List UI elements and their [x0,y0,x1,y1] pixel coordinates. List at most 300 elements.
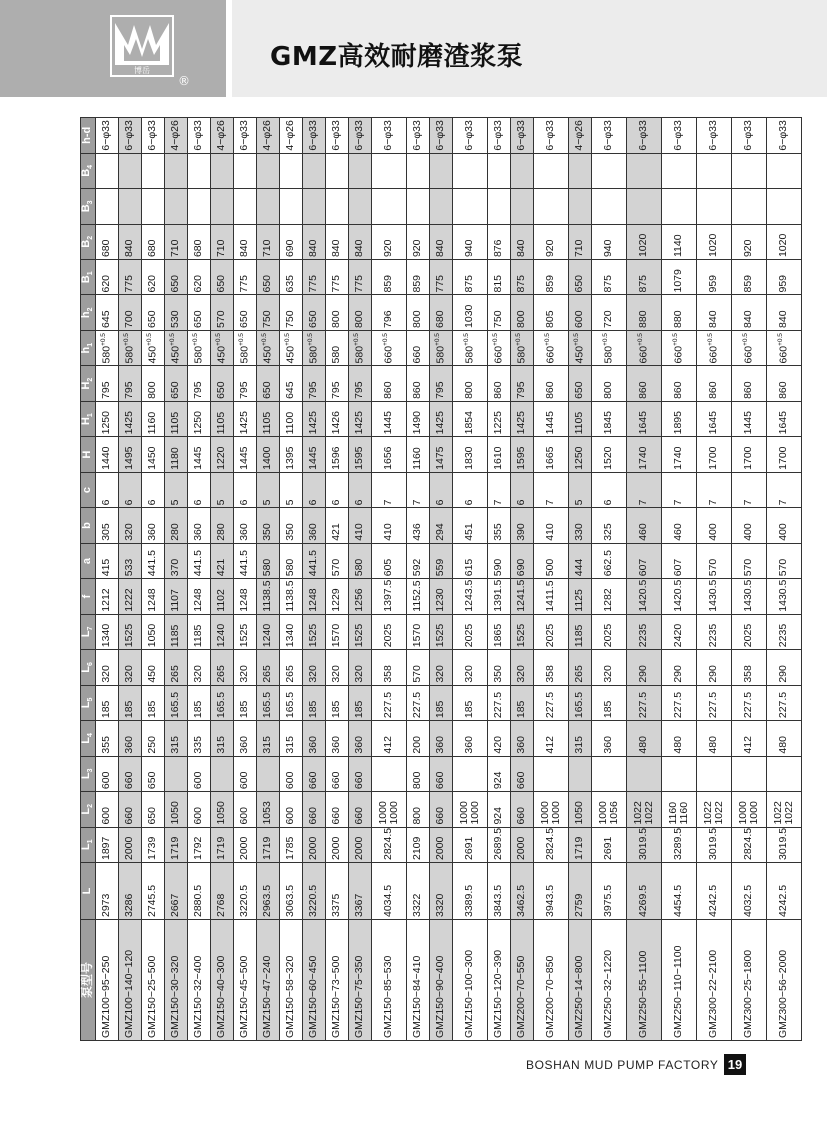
table-cell: $660^{+0.5}$ [696,330,731,365]
table-cell: 1225 [487,401,510,436]
table-cell: GMZ250−110−1100 [661,920,696,1041]
table-cell: 1475 [429,437,452,472]
table-cell: 1248 [141,579,164,614]
table-cell: 1222 [118,579,141,614]
table-cell: 4−φ26 [210,118,233,154]
table-cell: 710 [568,224,591,259]
table-cell: $660^{+0.5}$ [487,330,510,365]
table-cell [510,189,533,224]
table-cell: 1425 [348,401,371,436]
column-header: $B_1$ [81,260,96,295]
table-cell: 3975.5 [591,863,626,920]
table-cell: 1645 [766,401,801,436]
table-cell [95,189,118,224]
table-cell: 580 [348,543,371,578]
table-cell: GMZ300−22−2100 [696,920,731,1041]
table-cell: 600 [187,756,210,791]
table-cell: 360 [510,721,533,756]
table-cell: 800 [406,792,429,827]
table-row [591,118,626,1041]
table-cell: 650 [256,260,279,295]
table-cell: 2000 [429,827,452,862]
table-cell: 320 [187,650,210,685]
table-cell: 1230 [429,579,452,614]
table-cell: 1595 [510,437,533,472]
table-cell: $450^{+0.5}$ [164,330,187,365]
table-cell: 959 [696,260,731,295]
table-cell: 635 [279,260,302,295]
table-cell: 1700 [696,437,731,472]
table-cell: 6 [187,472,210,507]
table-cell: 1160 1160 [661,792,696,827]
table-cell: 720 [591,295,626,330]
table-row [348,118,371,1041]
table-row [325,118,348,1041]
table-cell: 412 [731,721,766,756]
table-cell: 320 [302,650,325,685]
table-cell: 1430.5 [696,579,731,614]
table-cell [164,153,187,188]
table-cell [568,756,591,791]
table-cell: 2973 [95,863,118,920]
table-cell: 410 [533,508,568,543]
table-cell: 2235 [626,614,661,649]
table-cell: 1420.5 [626,579,661,614]
table-cell [766,153,801,188]
table-cell: 1250 [187,401,210,436]
table-cell: GMZ150−75−350 [348,920,371,1041]
table-cell: 360 [348,721,371,756]
table-cell: 775 [118,260,141,295]
table-cell: 800 [591,366,626,401]
table-cell: 6−φ33 [626,118,661,154]
table-cell: 165.5 [164,685,187,720]
table-cell: 650 [164,366,187,401]
table-cell: 265 [210,650,233,685]
table-cell: 620 [187,260,210,295]
table-cell: 1022 1022 [766,792,801,827]
column-header: 泵型号 [81,920,96,1041]
table-cell: 4−φ26 [279,118,302,154]
table-cell [568,189,591,224]
table-cell: 7 [696,472,731,507]
table-cell: 3462.5 [510,863,533,920]
table-row [568,118,591,1041]
table-cell: 650 [187,295,210,330]
table-cell: 1445 [233,437,256,472]
table-cell: 360 [233,721,256,756]
table-cell: 1020 [766,224,801,259]
table-cell: 600 [95,792,118,827]
table-cell: 1000 1000 [731,792,766,827]
table-cell: 607 [626,543,661,578]
table-cell: 227.5 [533,685,568,720]
table-row [406,118,429,1041]
table-cell: 227.5 [626,685,661,720]
table-cell [731,756,766,791]
table-cell: GMZ200−70−850 [533,920,568,1041]
table-cell: 185 [510,685,533,720]
table-cell: 1079 [661,260,696,295]
table-cell: $660^{+0.5}$ [626,330,661,365]
table-cell: 775 [233,260,256,295]
table-cell: 1719 [568,827,591,862]
table-cell: 350 [279,508,302,543]
table-cell: 660 [348,756,371,791]
table-cell: 940 [452,224,487,259]
table-cell: 1495 [118,437,141,472]
table-cell: 227.5 [766,685,801,720]
table-cell: 750 [487,295,510,330]
table-cell: 1400 [256,437,279,472]
table-cell: 1340 [279,614,302,649]
registered-mark: ® [178,74,190,88]
table-cell: 860 [533,366,568,401]
table-cell: 605 [371,543,406,578]
table-cell: 2025 [371,614,406,649]
table-cell [626,189,661,224]
table-cell [533,756,568,791]
table-cell [696,153,731,188]
table-cell [626,153,661,188]
table-cell: 875 [510,260,533,295]
table-cell: 1248 [233,579,256,614]
table-cell: 315 [164,721,187,756]
table-cell [348,153,371,188]
table-cell: 1180 [164,437,187,472]
table-cell: 320 [348,650,371,685]
table-cell: 1152.5 [406,579,429,614]
table-cell: 1490 [406,401,429,436]
table-row [696,118,731,1041]
table-cell: 6−φ33 [406,118,429,154]
table-cell: 840 [325,224,348,259]
table-cell: $580^{+0.5}$ [452,330,487,365]
table-cell: 1160 [406,437,429,472]
table-cell: 355 [95,721,118,756]
table-cell: GMZ150−30−320 [164,920,187,1041]
table-cell: 1395 [279,437,302,472]
table-cell: 840 [731,295,766,330]
table-cell: 1420.5 [661,579,696,614]
table-cell: 710 [256,224,279,259]
table-cell: 185 [118,685,141,720]
table-cell: 600 [233,792,256,827]
table-cell: 920 [371,224,406,259]
table-cell: GMZ150−100−300 [452,920,487,1041]
table-cell: 840 [510,224,533,259]
table-cell: 650 [164,260,187,295]
table-row [766,118,801,1041]
table-cell: 6 [95,472,118,507]
table-cell: 860 [661,366,696,401]
table-cell: 1340 [95,614,118,649]
table-cell: 6−φ33 [731,118,766,154]
table-cell [696,756,731,791]
table-cell: 860 [766,366,801,401]
table-cell: 1425 [510,401,533,436]
table-cell: 320 [429,650,452,685]
table-cell: 2420 [661,614,696,649]
table-cell: 1719 [210,827,233,862]
table-cell: $660^{+0.5}$ [766,330,801,365]
table-cell: 185 [95,685,118,720]
table-cell: 859 [371,260,406,295]
footer-company: BOSHAN MUD PUMP FACTORY [526,1058,719,1072]
table-cell: 6 [141,472,164,507]
table-cell: 7 [533,472,568,507]
table-cell: 6−φ33 [487,118,510,154]
table-cell: 7 [626,472,661,507]
table-cell: 3019.5 [696,827,731,862]
table-cell: 1100 [279,401,302,436]
table-cell: GMZ150−47−240 [256,920,279,1041]
table-cell: 3220.5 [302,863,325,920]
table-cell: 2689.5 [487,827,510,862]
table-cell: 570 [210,295,233,330]
column-header: $L_4$ [81,721,96,756]
table-cell: 2000 [233,827,256,862]
table-cell: 650 [210,260,233,295]
table-cell: 480 [696,721,731,756]
table-cell: 2691 [591,827,626,862]
table-cell: 444 [568,543,591,578]
table-cell: 370 [164,543,187,578]
table-cell: 441.5 [141,543,164,578]
table-cell: 360 [302,508,325,543]
table-cell: 335 [187,721,210,756]
column-header: $L_3$ [81,756,96,791]
column-header: $L_1$ [81,827,96,862]
table-cell: 1030 [452,295,487,330]
table-cell: 1570 [406,614,429,649]
table-cell: 2880.5 [187,863,210,920]
table-cell: 6 [591,472,626,507]
table-cell: 460 [661,508,696,543]
table-cell [118,189,141,224]
table-cell: 1610 [487,437,510,472]
table-cell: 280 [164,508,187,543]
table-cell: 500 [533,543,568,578]
table-cell: 959 [766,260,801,295]
table-cell: 2824.5 [533,827,568,862]
table-cell [325,153,348,188]
table-cell: 920 [533,224,568,259]
table-cell: 1645 [626,401,661,436]
table-cell: 875 [591,260,626,295]
table-cell: GMZ150−73−500 [325,920,348,1041]
table-cell: 600 [187,792,210,827]
table-cell [661,756,696,791]
table-row [187,118,210,1041]
table-row [95,118,118,1041]
table-row [731,118,766,1041]
table-cell: 1050 [141,614,164,649]
table-cell [187,153,210,188]
table-cell: 1570 [325,614,348,649]
table-cell: 441.5 [302,543,325,578]
table-cell: 615 [452,543,487,578]
table-cell: 1240 [256,614,279,649]
table-cell: 6−φ33 [141,118,164,154]
table-cell: GMZ150−85−530 [371,920,406,1041]
table-cell: 320 [233,650,256,685]
table-cell: 350 [487,650,510,685]
table-cell: 1525 [348,614,371,649]
table-cell: 924 [487,756,510,791]
table-cell: GMZ200−70−550 [510,920,533,1041]
table-row [371,118,406,1041]
table-cell: GMZ100−140−120 [118,920,141,1041]
table-cell: 4242.5 [766,863,801,920]
table-cell: 1020 [626,224,661,259]
table-cell: 6 [325,472,348,507]
spec-table [80,117,802,1041]
table-cell: 607 [661,543,696,578]
table-cell: 1445 [731,401,766,436]
table-cell: 3843.5 [487,863,510,920]
table-cell: 420 [487,721,510,756]
table-cell [406,189,429,224]
table-cell: 6 [233,472,256,507]
table-cell: 358 [731,650,766,685]
table-cell: $580^{+0.5}$ [187,330,210,365]
table-cell: $580^{+0.5}$ [233,330,256,365]
table-cell [256,756,279,791]
table-cell: 795 [118,366,141,401]
table-cell: 880 [661,295,696,330]
table-cell: 1105 [210,401,233,436]
table-cell: 1895 [661,401,696,436]
table-cell: 412 [371,721,406,756]
table-cell: 6−φ33 [233,118,256,154]
table-cell: 2000 [348,827,371,862]
table-cell: 2824.5 [731,827,766,862]
table-cell: 1138.5 [279,579,302,614]
table-cell: 6−φ33 [325,118,348,154]
table-cell: 227.5 [406,685,429,720]
table-cell: 227.5 [661,685,696,720]
table-cell: 1248 [302,579,325,614]
table-cell: 7 [661,472,696,507]
table-cell: $580^{+0.5}$ [118,330,141,365]
table-cell [371,756,406,791]
column-header: $h_2$ [81,295,96,330]
column-header: b [81,508,96,543]
table-cell: 580 [325,330,348,365]
table-cell: 1250 [568,437,591,472]
table-cell [452,189,487,224]
table-cell: 6−φ33 [661,118,696,154]
table-cell: 1525 [118,614,141,649]
table-row [141,118,164,1041]
table-cell [591,189,626,224]
table-cell: 1595 [348,437,371,472]
table-cell: 860 [487,366,510,401]
table-cell: 1445 [371,401,406,436]
column-header: $B_3$ [81,189,96,224]
table-cell: 1739 [141,827,164,862]
table-cell: 1020 [696,224,731,259]
table-cell: 750 [279,295,302,330]
table-cell [164,756,187,791]
table-cell [141,189,164,224]
table-cell: $450^{+0.5}$ [568,330,591,365]
table-cell: 185 [141,685,164,720]
table-cell: 3220.5 [233,863,256,920]
table-cell: 6−φ33 [371,118,406,154]
column-header: H [81,437,96,472]
table-cell: 320 [118,508,141,543]
table-cell: 6−φ33 [348,118,371,154]
table-cell: 530 [164,295,187,330]
table-cell: 320 [95,650,118,685]
table-cell: 315 [568,721,591,756]
table-cell: 436 [406,508,429,543]
table-cell: 400 [696,508,731,543]
table-cell: 441.5 [233,543,256,578]
table-cell: 3943.5 [533,863,568,920]
table-cell: 860 [731,366,766,401]
table-cell: 165.5 [568,685,591,720]
table-cell: 559 [429,543,452,578]
table-cell: 795 [95,366,118,401]
column-header: c [81,472,96,507]
table-cell: 294 [429,508,452,543]
table-cell: 320 [325,650,348,685]
table-row [533,118,568,1041]
table-cell: 1107 [164,579,187,614]
table-cell: 1792 [187,827,210,862]
table-cell: 860 [696,366,731,401]
table-cell: 1240 [210,614,233,649]
table-cell: 2000 [325,827,348,862]
table-cell: 280 [210,508,233,543]
table-cell: 710 [164,224,187,259]
table-cell: 1440 [95,437,118,472]
table-cell: 360 [233,508,256,543]
table-cell: 1250 [95,401,118,436]
table-cell [626,756,661,791]
table-cell [279,153,302,188]
table-cell [406,153,429,188]
table-cell: 1425 [118,401,141,436]
table-cell [766,189,801,224]
table-cell: 620 [141,260,164,295]
table-cell: 1450 [141,437,164,472]
table-cell: 600 [279,792,302,827]
table-cell: 920 [406,224,429,259]
table-cell: 165.5 [279,685,302,720]
table-cell: 290 [661,650,696,685]
table-cell: 320 [452,650,487,685]
table-cell: GMZ100−95−250 [95,920,118,1041]
table-cell [210,153,233,188]
table-cell: 2025 [731,614,766,649]
table-cell: 660 [348,792,371,827]
table-cell: 570 [696,543,731,578]
table-cell: GMZ150−25−500 [141,920,164,1041]
table-cell [533,153,568,188]
table-cell: 6−φ33 [95,118,118,154]
table-cell [279,189,302,224]
table-cell: 859 [533,260,568,295]
table-cell: 1160 [141,401,164,436]
table-cell [233,153,256,188]
table-cell: 2000 [118,827,141,862]
table-cell: 3019.5 [766,827,801,862]
table-cell: $580^{+0.5}$ [302,330,325,365]
